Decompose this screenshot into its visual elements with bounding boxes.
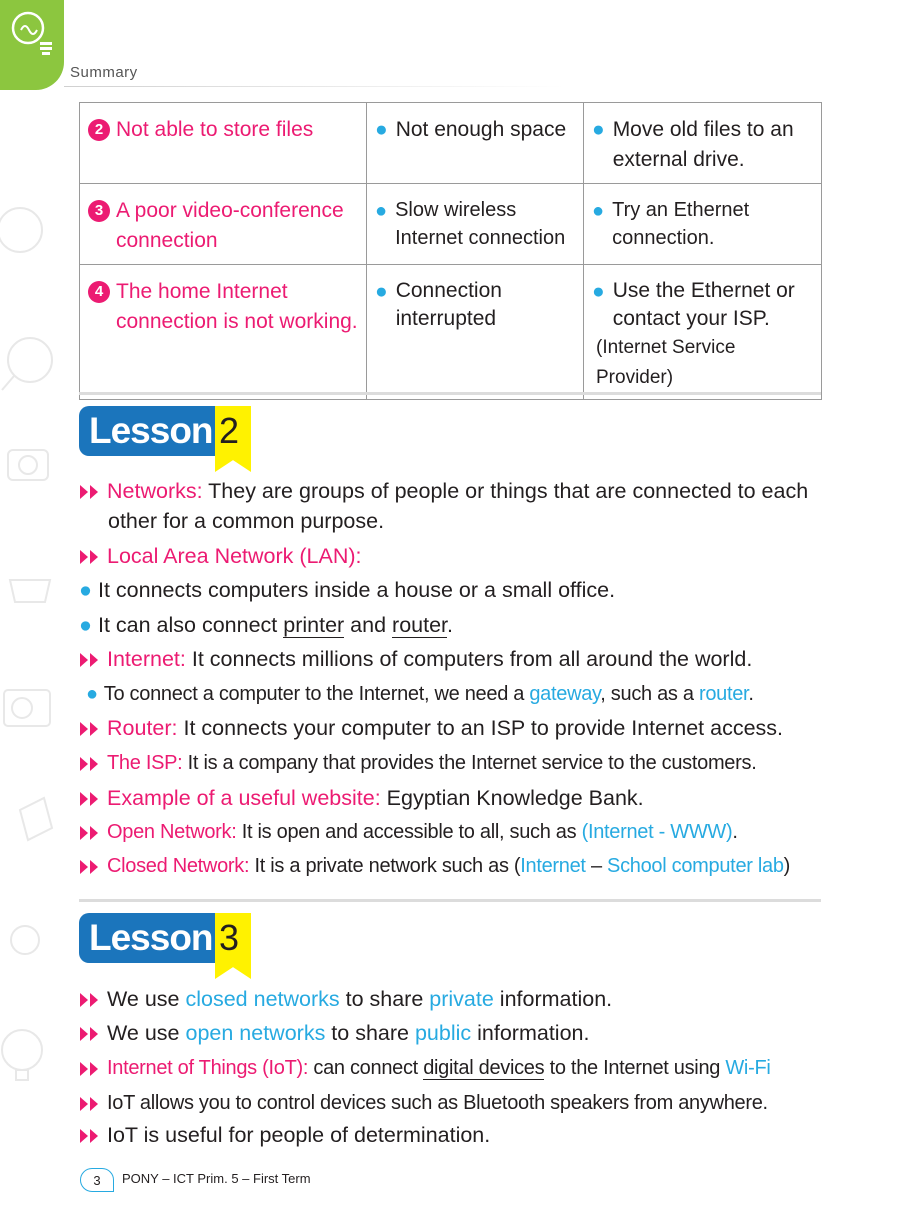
cause-text: Not enough space xyxy=(395,118,567,141)
table-row xyxy=(80,103,822,184)
cause-cell xyxy=(367,265,584,400)
double-chevron-icon xyxy=(79,1026,107,1042)
underlined-word: digital devices xyxy=(423,1057,545,1079)
solution-cell xyxy=(584,265,822,400)
definition: Egyptian Knowledge Bank. xyxy=(380,786,644,810)
double-chevron-icon xyxy=(79,1061,107,1077)
list-item xyxy=(79,1120,839,1150)
footer-text: PONY – ICT Prim. 5 – First Term xyxy=(122,1171,311,1186)
list-item xyxy=(79,1018,839,1048)
highlight-word: Wi-Fi xyxy=(725,1057,771,1079)
double-chevron-icon xyxy=(79,549,107,565)
number-badge: 2 xyxy=(88,119,110,141)
bullet-icon: ● xyxy=(79,578,92,602)
double-chevron-icon xyxy=(79,1096,107,1112)
item-text: IoT is useful for people of determination. xyxy=(107,1123,491,1147)
decorative-sidebar-icons xyxy=(0,180,60,1180)
table-row xyxy=(80,265,822,400)
problem-cell xyxy=(80,103,367,184)
definition: . xyxy=(732,821,738,843)
problem-cell xyxy=(80,184,367,265)
list-item xyxy=(79,851,839,881)
term: Open Network: xyxy=(107,821,237,843)
item-text: We use xyxy=(107,1021,186,1045)
section-divider xyxy=(79,899,821,902)
page-footer xyxy=(80,1168,340,1192)
double-chevron-icon xyxy=(79,652,107,668)
troubleshooting-table xyxy=(79,102,822,400)
item-text: can connect xyxy=(308,1057,424,1079)
lesson-badge xyxy=(79,406,251,458)
highlight-word: public xyxy=(414,1021,472,1045)
list-item xyxy=(79,541,839,571)
bullet-item xyxy=(79,610,839,640)
bullet-icon: ● xyxy=(375,280,388,303)
list-item xyxy=(79,783,839,813)
list-item xyxy=(79,984,839,1014)
lesson-badge-number: 2 xyxy=(219,410,240,451)
highlight-word: closed networks xyxy=(185,987,340,1011)
highlight-word: (Internet - WWW) xyxy=(581,821,733,843)
solution-text: Use the Ethernet or contact your ISP. xyxy=(612,279,795,330)
cause-cell xyxy=(367,184,584,265)
item-text: to share xyxy=(339,987,430,1011)
bullet-icon: ● xyxy=(79,613,92,637)
cause-cell xyxy=(367,103,584,184)
bullet-text: It can also connect xyxy=(98,613,284,637)
term: Closed Network: xyxy=(107,855,250,877)
lightbulb-gear-icon xyxy=(6,8,56,58)
definition: ) xyxy=(783,855,791,877)
lesson-badge-word: Lesson xyxy=(79,913,215,963)
table-row xyxy=(80,184,822,265)
bullet-icon: ● xyxy=(375,118,388,141)
term: Example of a useful website: xyxy=(107,786,381,810)
cause-text: Connection interrupted xyxy=(395,279,502,330)
term: Networks: xyxy=(107,479,203,503)
item-text: information. xyxy=(471,1021,590,1045)
highlight-word: School computer lab xyxy=(607,855,784,877)
term: Internet: xyxy=(107,647,186,671)
definition: They are groups of people or things that are connected to each xyxy=(202,479,809,503)
bullet-item xyxy=(79,575,839,605)
list-item xyxy=(79,476,839,506)
item-text: We use xyxy=(107,987,186,1011)
definition: – xyxy=(585,855,608,877)
problem-text: A poor video-conference connection xyxy=(116,199,344,252)
lesson-badge-word: Lesson xyxy=(79,406,215,456)
bullet-icon: ● xyxy=(86,683,98,705)
list-item xyxy=(79,1088,839,1118)
double-chevron-icon xyxy=(79,721,107,737)
problem-text: Not able to store files xyxy=(116,118,314,141)
list-item xyxy=(79,1053,839,1083)
solution-cell xyxy=(584,103,822,184)
bullet-icon: ● xyxy=(592,200,605,222)
term: Internet of Things (IoT): xyxy=(107,1057,309,1079)
term: Local Area Network (LAN): xyxy=(107,544,362,568)
bullet-icon: ● xyxy=(375,200,388,222)
item-text: information. xyxy=(493,987,613,1011)
bullet-icon: ● xyxy=(592,280,605,303)
number-badge: 4 xyxy=(88,281,110,303)
solution-text: Try an Ethernet connection. xyxy=(612,199,750,249)
double-chevron-icon xyxy=(79,992,107,1008)
list-item xyxy=(79,748,839,778)
lesson-badge-number: 3 xyxy=(219,917,240,958)
header-divider xyxy=(64,86,564,87)
cause-text: Slow wireless Internet connection xyxy=(395,199,566,249)
bullet-item xyxy=(86,679,846,709)
double-chevron-icon xyxy=(79,859,107,875)
problem-cell xyxy=(80,265,367,400)
definition: It is a company that provides the Internet service to the customers. xyxy=(182,752,757,774)
lesson-badge xyxy=(79,913,251,965)
list-item xyxy=(79,644,839,674)
item-text: to share xyxy=(325,1021,415,1045)
bullet-text: It connects computers inside a house or a small office. xyxy=(98,578,616,602)
bullet-text: and xyxy=(344,613,393,637)
definition: It is open and accessible to all, such as xyxy=(236,821,582,843)
term: Router: xyxy=(107,716,178,740)
bullet-icon: ● xyxy=(592,118,605,141)
bullet-text: . xyxy=(748,683,754,705)
definition: It connects your computer to an ISP to provide Internet access. xyxy=(177,716,784,740)
number-badge: 3 xyxy=(88,200,110,222)
highlight-word: gateway xyxy=(529,683,601,705)
double-chevron-icon xyxy=(79,825,107,841)
definition: It connects millions of computers from all around the world. xyxy=(185,647,753,671)
solution-note: (Internet Service Provider) xyxy=(596,337,736,388)
solution-cell xyxy=(584,184,822,265)
underlined-word: printer xyxy=(283,613,345,637)
item-text: IoT allows you to control devices such as Bluetooth speakers from anywhere. xyxy=(107,1092,768,1114)
underlined-word: router xyxy=(392,613,448,637)
item-text: to the Internet using xyxy=(544,1057,726,1079)
double-chevron-icon xyxy=(79,484,107,500)
bullet-text: , such as a xyxy=(600,683,699,705)
problem-text: The home Internet connection is not working. xyxy=(116,280,358,333)
double-chevron-icon xyxy=(79,791,107,807)
bullet-text: To connect a computer to the Internet, we need a xyxy=(103,683,530,705)
solution-text: Move old files to an external drive. xyxy=(612,118,794,171)
corner-tab xyxy=(0,0,64,90)
highlight-word: open networks xyxy=(185,1021,326,1045)
double-chevron-icon xyxy=(79,756,107,772)
double-chevron-icon xyxy=(79,1128,107,1144)
bullet-text: . xyxy=(447,613,453,637)
list-item-continued: other for a common purpose. xyxy=(108,509,385,533)
list-item xyxy=(79,713,839,743)
highlight-word: private xyxy=(429,987,494,1011)
definition: It is a private network such as ( xyxy=(249,855,521,877)
highlight-word: Internet xyxy=(520,855,586,877)
page-number: 3 xyxy=(80,1168,114,1192)
highlight-word: router xyxy=(698,683,749,705)
term: The ISP: xyxy=(107,752,183,774)
section-divider xyxy=(79,392,821,395)
list-item xyxy=(79,817,839,847)
section-label: Summary xyxy=(70,64,138,81)
